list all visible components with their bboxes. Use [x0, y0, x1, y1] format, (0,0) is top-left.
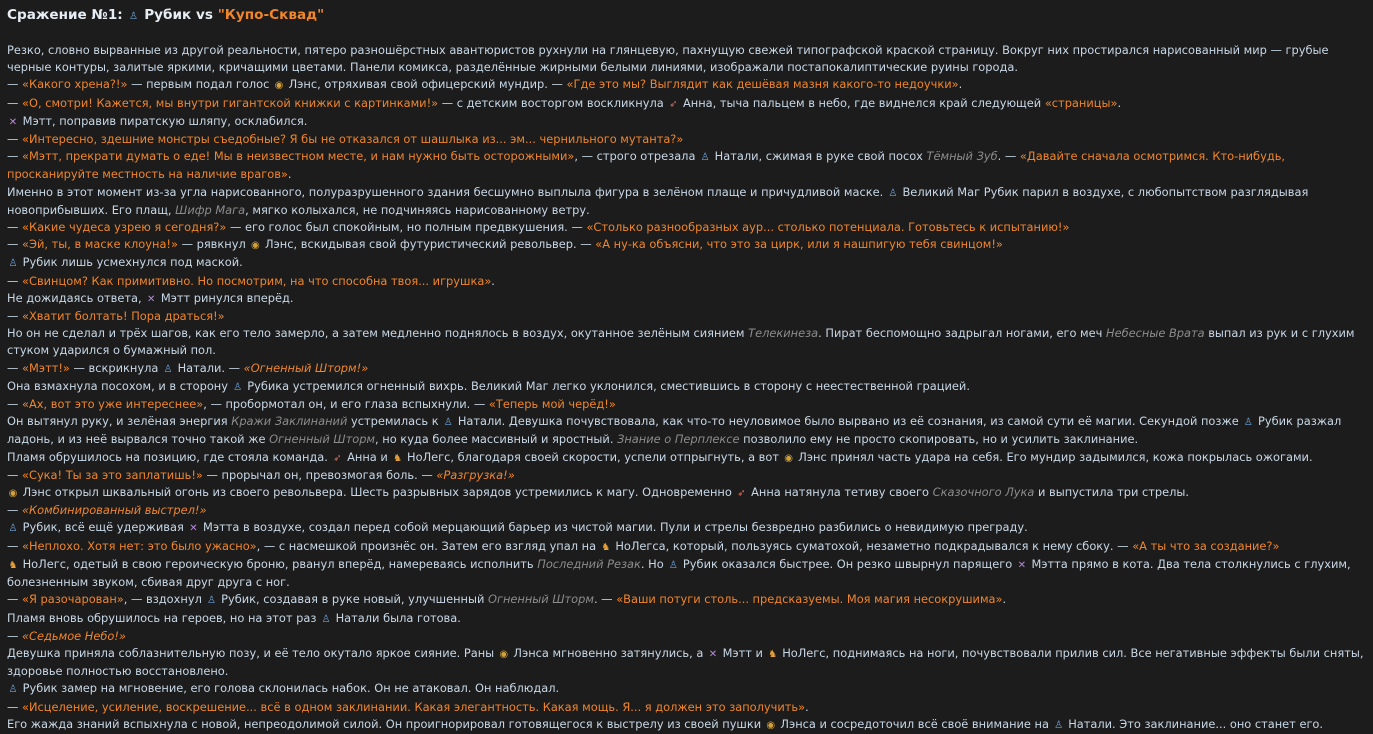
skill-name: Кражи Заклинаний: [231, 414, 348, 429]
battle-title: [7, 4, 1367, 28]
narration-text: НоЛегс, благодаря своей скорости, успели отпрыгнуть, а вот: [403, 449, 783, 464]
mage-icon: ♙: [233, 381, 243, 393]
speech-text: «Столько разнообразных аур... столько потенциала. Готовьтесь к испытанию!»: [586, 220, 1070, 235]
story-line: [7, 308, 1367, 325]
skill-name: Шифр Мага: [175, 202, 246, 217]
narration-text: Его жажда знаний вспыхнула с новой, непреодолимой силой. Он проигнорировал готовящегося к выстрелу из своей пушки: [7, 716, 765, 731]
speech-text: «Сука! Ты за это заплатишь!»: [22, 467, 203, 482]
narration-text: Но он не сделал и трёх шагов, как его тело замерло, а затем медленно поднялось в воздух, окутанное зелёным сиянием: [7, 326, 749, 341]
crossed-swords-icon: ✕: [189, 523, 198, 535]
narration-text: Анна и: [343, 449, 392, 464]
narration-text: Мэтт, поправив пиратскую шляпу, осклабился.: [19, 113, 308, 128]
speech-text: «Мэтт!»: [22, 360, 70, 375]
skill-name: Телекинеза: [748, 326, 819, 341]
narration-text: —: [7, 467, 23, 482]
narration-text: Он вытянул руку, и зелёная энергия: [7, 414, 232, 429]
mage-icon: ♙: [8, 684, 18, 696]
speech-text: «Мэтт, прекрати думать о еде! Мы в неизвестном месте, и нам нужно быть осторожными»: [22, 149, 575, 164]
story-line: [7, 610, 1367, 628]
speech-text: «А ну-ка объясни, что это за цирк, или я нашпигую тебя свинцом!»: [595, 237, 1003, 252]
cat-icon: ♞: [768, 648, 778, 660]
narration-text: —: [7, 273, 23, 288]
narration-text: Натали. Девушка почувствовала, как что-то неуловимое было вырвано из её сознания, из самой сути её магии. Секундой позже: [454, 414, 1243, 429]
narration-text: Лэнс, вскидывая свой футуристический револьвер. —: [261, 237, 596, 252]
narration-text: .: [287, 167, 292, 182]
narration-text: —: [7, 77, 23, 92]
spell-shout: «Разгрузка!»: [436, 467, 515, 482]
speech-text: «Свинцом? Как примитивно. Но посмотрим, на что способна твоя... игрушка»: [22, 273, 492, 288]
mage-icon: ♙: [700, 152, 710, 164]
spell-shout: «Комбинированный выстрел!»: [22, 503, 207, 518]
story-line: [7, 413, 1367, 448]
story-line: [7, 467, 1367, 484]
narration-text: . —: [593, 592, 617, 607]
narration-text: Мэтта прямо в кота. Два тела столкнулись с глухим, болезненным звуком, сбивая друг друга с ног.: [7, 556, 1351, 590]
crossed-swords-icon: ✕: [147, 293, 156, 305]
narration-text: —: [7, 309, 23, 324]
skill-name: Тёмный Зуб: [926, 149, 998, 164]
story-line: [7, 502, 1367, 519]
narration-text: Рубик, всё ещё удерживая: [19, 520, 188, 535]
narration-text: — рявкнул: [177, 237, 250, 252]
crossed-swords-icon: ✕: [1017, 559, 1027, 571]
bow-icon: ➶: [737, 488, 746, 500]
narration-text: Мэтт ринулся вперёд.: [157, 290, 294, 305]
narration-text: , мягко колыхался, не подчиняясь нарисованному ветру.: [245, 202, 590, 217]
cat-icon: ♞: [601, 541, 611, 553]
narration-text: — его голос был спокойным, но полным предвкушения. —: [226, 220, 587, 235]
mage-icon: ♙: [321, 613, 331, 625]
narration-text: Рубик лишь усмехнулся под маской.: [19, 255, 243, 270]
story-line: [7, 716, 1367, 734]
narration-text: Мэтта в воздухе, создал перед собой мерцающий барьер из чистой магии. Пули и стрелы безвредно разбились о невидимую преграду.: [199, 520, 1028, 535]
narration-text: Резко, словно вырванные из другой реальности, пятеро разношёрстных авантюристов рухнули на глянцевую, пахнущую свежей типографской краской страницу. Вокруг них простирался нарисованный мир — грубые черные контуры, залитые яркими, кричащими цветами. Панели комикса, разделённые жирными белыми линиями, изображали постапокалиптические руины города.: [7, 43, 1329, 75]
story-line: [7, 591, 1367, 609]
title-vs: vs: [196, 7, 213, 23]
story-line: [7, 184, 1367, 219]
skill-name: Огненный Шторм: [269, 432, 376, 447]
crossed-swords-icon: ✕: [8, 116, 18, 128]
narration-text: . Пират беспомощно задрыгал ногами, его меч: [818, 326, 1107, 341]
story-line: [7, 219, 1367, 236]
speech-text: «Теперь мой черёд!»: [488, 397, 616, 412]
narration-text: Лэнса мгновенно затянулись, а: [509, 645, 707, 660]
mage-icon: ♙: [207, 595, 216, 607]
story-line: [7, 645, 1367, 680]
speech-text: «Хватит болтать! Пора драться!»: [22, 309, 225, 324]
narration-text: .: [1117, 95, 1122, 110]
narration-text: Анна, тыча пальцем в небо, где виднелся край следующей: [679, 95, 1045, 110]
narration-text: Лэнса и сосредоточил всё своё внимание на: [776, 716, 1053, 731]
narration-text: — прорычал он, превозмогая боль. —: [202, 467, 437, 482]
narration-text: —: [7, 628, 23, 643]
narration-text: Рубик замер на мгновение, его голова склонилась набок. Он не атаковал. Он наблюдал.: [19, 681, 560, 696]
narration-text: , но куда более массивный и яростный.: [375, 432, 618, 447]
title-prefix: Сражение №1:: [7, 7, 123, 23]
mage-icon: ♙: [129, 11, 138, 22]
story-line: [7, 484, 1367, 502]
narration-text: —: [7, 538, 23, 553]
story-line: [7, 131, 1367, 148]
speech-text: «Какого хрена?!»: [22, 77, 128, 92]
story-body: [7, 42, 1367, 734]
narration-text: —: [7, 360, 23, 375]
skill-name: Знание о Перплексе: [617, 432, 740, 447]
narration-text: Пламя обрушилось на позицию, где стояла команда.: [7, 449, 332, 464]
mage-icon: ♙: [443, 417, 453, 429]
narration-text: Именно в этот момент из-за угла нарисованного, полуразрушенного здания бесшумно выплыла фигура в зелёном плаще и причудливой маске.: [7, 184, 887, 199]
skill-name: Небесные Врата: [1106, 326, 1205, 341]
story-line: [7, 680, 1367, 698]
mage-icon: ♙: [1243, 417, 1253, 429]
narration-text: Анна натянула тетиву своего: [747, 485, 933, 500]
speech-text: «Исцеление, усиление, воскрешение... всё в одном заклинании. Какая элегантность. Какая мощь. Я... я должен это заполучить»: [22, 699, 806, 714]
mage-icon: ♙: [8, 258, 18, 270]
cat-icon: ♞: [392, 452, 402, 464]
speech-text: «страницы»: [1044, 95, 1118, 110]
spell-shout: «Седьмое Небо!»: [22, 628, 126, 643]
story-line: [7, 360, 1367, 378]
speech-text: «Какие чудеса узрею я сегодня?»: [22, 220, 227, 235]
narration-text: —: [7, 592, 23, 607]
narration-text: Она взмахнула посохом, и в сторону: [7, 378, 232, 393]
story-line: [7, 378, 1367, 396]
mage-icon: ♙: [668, 559, 678, 571]
speech-text: «Неплохо. Хотя нет: это было ужасно»: [22, 538, 257, 553]
mage-icon: ♙: [163, 363, 173, 375]
narration-text: —: [7, 699, 23, 714]
medal-icon: ◉: [251, 240, 260, 252]
narration-text: Рубик, создавая в руке новый, улучшенный: [217, 592, 488, 607]
mage-icon: ♙: [1054, 719, 1064, 731]
narration-text: НоЛегс, одетый в свою героическую броню, рванул вперёд, намереваясь исполнить: [19, 556, 538, 571]
story-line: [7, 449, 1367, 467]
story-line: [7, 556, 1367, 591]
narration-text: , — пробормотал он, и его глаза вспыхнули. —: [203, 397, 489, 412]
story-line: [7, 113, 1367, 131]
speech-text: «Интересно, здешние монстры съедобные? Я бы не отказался от шашлыка из... эм... чернильного мутанта?»: [22, 132, 684, 147]
medal-icon: ◉: [784, 452, 793, 464]
narration-text: и выпустила три стрелы.: [1034, 485, 1190, 500]
narration-text: —: [7, 149, 23, 164]
narration-text: Не дожидаясь ответа,: [7, 290, 146, 305]
narration-text: — первым подал голос: [127, 77, 273, 92]
story-line: [7, 42, 1367, 76]
narration-text: Рубика устремился огненный вихрь. Великий Маг легко уклонился, сместившись в сторону с неестественной грацией.: [243, 378, 970, 393]
story-line: [7, 396, 1367, 413]
narration-text: —: [7, 95, 23, 110]
speech-text: «Где это мы? Выглядит как дешёвая мазня какого-то недоучки»: [566, 77, 959, 92]
speech-text: «А ты что за создание?»: [1132, 538, 1280, 553]
narration-text: Мэтт и: [718, 645, 767, 660]
narration-text: Лэнс открыл шквальный огонь из своего револьвера. Шесть разрывных зарядов устремились к магу. Одновременно: [19, 485, 736, 500]
narration-text: позволило ему не просто скопировать, но и усилить заклинание.: [739, 432, 1139, 447]
narration-text: , — вздохнул: [123, 592, 206, 607]
skill-name: Сказочного Лука: [932, 485, 1035, 500]
speech-text: «Эй, ты, в маске клоуна!»: [22, 237, 178, 252]
narration-text: , — строго отрезала: [574, 149, 700, 164]
narration-text: Натали была готова.: [332, 610, 461, 625]
narration-text: Пламя вновь обрушилось на героев, но на этот раз: [7, 610, 320, 625]
narration-text: —: [7, 220, 23, 235]
narration-text: —: [7, 237, 23, 252]
speech-text: «Ах, вот это уже интереснее»: [22, 397, 204, 412]
narration-text: —: [7, 132, 23, 147]
narration-text: Рубик разжал ладонь, и из неё вырвался точно такой же: [7, 414, 1342, 447]
story-line: [7, 254, 1367, 272]
medal-icon: ◉: [8, 488, 18, 500]
story-line: [7, 95, 1367, 113]
narration-text: НоЛегс, поднимаясь на ноги, почувствовали прилив сил. Все негативные эффекты были сняты, здоровье полностью восстановлено.: [7, 645, 1364, 679]
title-rubik: Рубик: [144, 7, 192, 23]
narration-text: — с детским восторгом воскликнула: [438, 95, 668, 110]
speech-text: «Давайте сначала осмотримся. Кто-нибудь, просканируйте местность на наличие врагов»: [7, 149, 1286, 182]
story-line: [7, 325, 1367, 359]
cat-icon: ♞: [8, 559, 18, 571]
story-line: [7, 519, 1367, 537]
medal-icon: ◉: [766, 719, 776, 731]
narration-text: Лэнс, отряхивая свой офицерский мундир. —: [284, 77, 567, 92]
bow-icon: ➶: [669, 98, 678, 110]
narration-text: устремилась к: [347, 414, 443, 429]
narration-text: Натали. —: [173, 360, 244, 375]
mage-icon: ♙: [8, 523, 18, 535]
story-line: [7, 148, 1367, 183]
narration-text: . —: [997, 149, 1020, 164]
crossed-swords-icon: ✕: [708, 648, 718, 660]
story-line: [7, 699, 1367, 716]
narration-text: .: [1002, 592, 1007, 607]
narration-text: —: [7, 397, 23, 412]
skill-name: Последний Резак: [537, 556, 641, 571]
narration-text: — вскрикнула: [69, 360, 162, 375]
narration-text: Рубик оказался быстрее. Он резко швырнул парящего: [679, 556, 1016, 571]
narration-text: .: [958, 77, 963, 92]
bow-icon: ➶: [333, 452, 342, 464]
narration-text: НоЛегса, который, пользуясь суматохой, незаметно подкрадывался к нему сбоку. —: [611, 538, 1133, 553]
narration-text: .: [491, 273, 495, 288]
story-line: [7, 236, 1367, 254]
speech-text: «Ваши потуги столь... предсказуемы. Моя магия несокрушима»: [616, 592, 1003, 607]
medal-icon: ◉: [274, 80, 284, 92]
medal-icon: ◉: [499, 648, 509, 660]
chat-message: [7, 4, 1367, 734]
spell-shout: «Огненный Шторм!»: [243, 360, 369, 375]
narration-text: Лэнс принял часть удара на себя. Его мундир задымился, кожа покрылась ожогами.: [794, 449, 1313, 464]
speech-text: «О, смотри! Кажется, мы внутри гигантской книжки с картинками!»: [22, 95, 439, 110]
story-line: [7, 538, 1367, 556]
narration-text: Натали, сжимая в руке свой посох: [711, 149, 927, 164]
skill-name: Огненный Шторм: [488, 592, 594, 607]
story-line: [7, 76, 1367, 94]
narration-text: , — с насмешкой произнёс он. Затем его взгляд упал на: [256, 538, 600, 553]
narration-text: Девушка приняла соблазнительную позу, и её тело окутало яркое сияние. Раны: [7, 645, 498, 660]
speech-text: «Я разочарован»: [22, 592, 124, 607]
narration-text: Натали. Это заклинание... оно станет его.: [1064, 716, 1324, 731]
story-line: [7, 628, 1367, 645]
narration-text: .: [805, 699, 809, 714]
narration-text: . Но: [640, 556, 668, 571]
title-squad: "Купо-Сквад": [217, 7, 325, 23]
narration-text: —: [7, 503, 23, 518]
mage-icon: ♙: [888, 187, 898, 199]
narration-text: Великий Маг Рубик парил в воздухе, с любопытством разглядывая новоприбывших. Его плащ,: [7, 184, 1309, 217]
story-line: [7, 290, 1367, 308]
narration-text: выпал из рук и с глухим стуком ударился о бумажный пол.: [7, 326, 1355, 358]
story-line: [7, 273, 1367, 290]
